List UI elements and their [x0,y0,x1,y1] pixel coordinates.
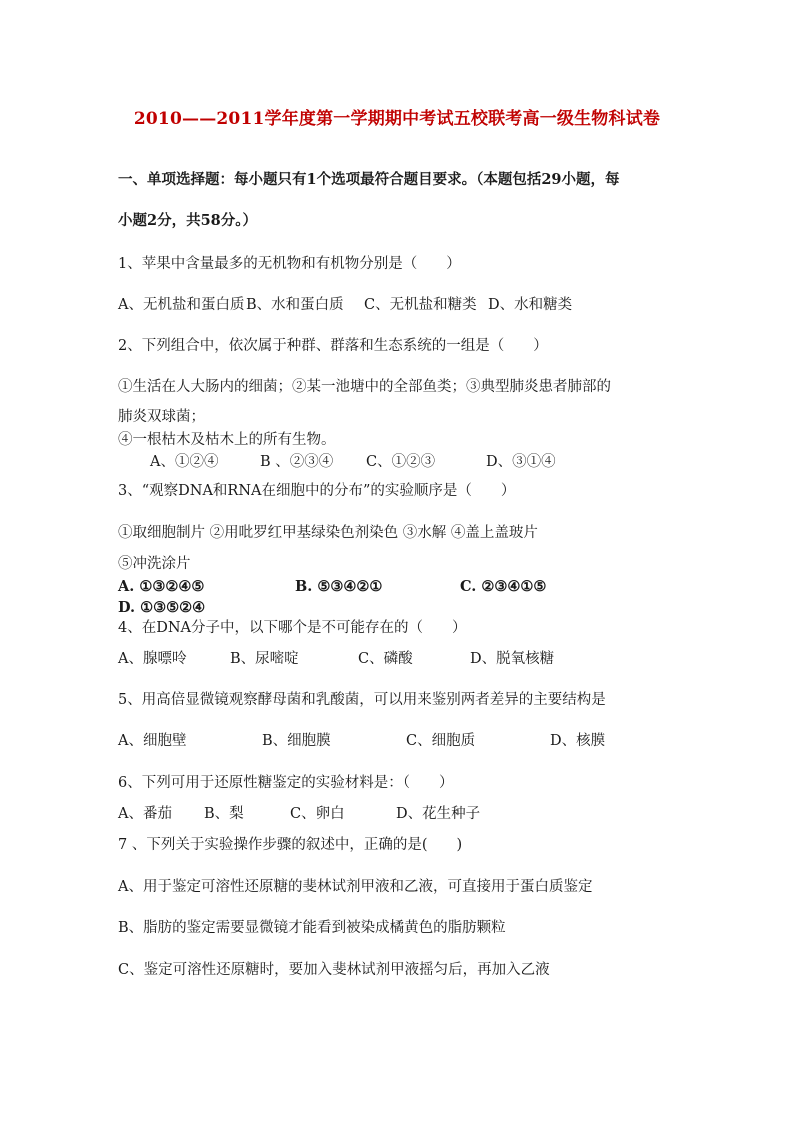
option-c: C、无机盐和糖类 [364,297,477,313]
option-d: D、核膜 [550,733,606,749]
option-b: B、尿嘧啶 [230,651,299,667]
section-instructions-line1: 一、单项选择题：每小题只有1个选项最符合题目要求。（本题包括29小题，每 [118,171,620,188]
question-2-desc-line3: ④一根枯木及枯木上的所有生物。 [118,432,336,448]
question-7-option-b: B、脂肪的鉴定需要显微镜才能看到被染成橘黄色的脂肪颗粒 [118,920,506,936]
question-1-options [118,295,572,315]
question-5-stem: 5、用高倍显微镜观察酵母菌和乳酸菌，可以用来鉴别两者差异的主要结构是 [118,692,606,708]
question-7-option-a: A、用于鉴定可溶性还原糖的斐林试剂甲液和乙液，可直接用于蛋白质鉴定 [118,879,593,895]
question-1-stem: 1、苹果中含量最多的无机物和有机物分别是（ ） [118,256,461,272]
question-7-stem: 7 、下列关于实验操作步骤的叙述中，正确的是( ) [118,837,463,853]
exam-title: 2010——2011学年度第一学期期中考试五校联考高一级生物科试卷 [133,109,661,129]
question-6-stem: 6、下列可用于还原性糖鉴定的实验材料是：（ ） [118,775,454,791]
question-3-options-row1 [118,577,546,597]
option-a: A. ①③②④⑤ [118,578,205,595]
option-d: D. ①③⑤②④ [118,599,206,616]
option-b: B、细胞膜 [262,733,331,749]
question-3-desc-line2: ⑤冲洗涂片 [118,556,191,572]
question-6-options [118,804,480,824]
option-a: A、腺嘌呤 [118,651,187,667]
option-b: B. ⑤③④②① [295,578,383,595]
question-3-desc-line1: ①取细胞制片 ②用吡罗红甲基绿染色剂染色 ③水解 ④盖上盖玻片 [118,525,538,541]
option-c: C、细胞质 [406,733,476,749]
question-7-option-c: C、鉴定可溶性还原糖时，要加入斐林试剂甲液摇匀后，再加入乙液 [118,962,550,978]
option-d: D、脱氧核糖 [470,651,555,667]
question-2-desc-line1: ①生活在人大肠内的细菌；②某一池塘中的全部鱼类；③典型肺炎患者肺部的 [118,379,611,395]
option-d: D、花生种子 [396,806,481,822]
option-d: D、③①④ [486,454,556,470]
option-d: D、水和糖类 [488,297,573,313]
section-instructions-line2: 小题2分，共58分。） [118,212,258,229]
question-3-stem: 3、“观察DNA和RNA在细胞中的分布”的实验顺序是（ ） [118,483,516,499]
option-c: C、磷酸 [358,651,413,667]
option-c: C、卵白 [290,806,345,822]
option-a: A、番茄 [118,806,172,822]
question-5-options [118,731,605,751]
option-a: A、细胞壁 [118,733,187,749]
option-a: A、①②④ [150,454,219,470]
question-2-desc-line2: 肺炎双球菌； [118,409,205,425]
question-4-options [118,649,554,669]
option-c: C、①②③ [366,454,436,470]
option-b: B 、②③④ [260,454,334,470]
option-b: B、水和蛋白质 [246,297,344,313]
question-2-options [150,452,556,472]
question-2-stem: 2、下列组合中，依次属于种群、群落和生态系统的一组是（ ） [118,338,548,354]
question-3-options-row2 [118,598,205,618]
question-4-stem: 4、在DNA分子中，以下哪个是不可能存在的（ ） [118,620,467,636]
option-a: A、无机盐和蛋白质 [118,297,245,313]
option-c: C. ②③④①⑤ [460,578,547,595]
option-b: B、梨 [204,806,244,822]
